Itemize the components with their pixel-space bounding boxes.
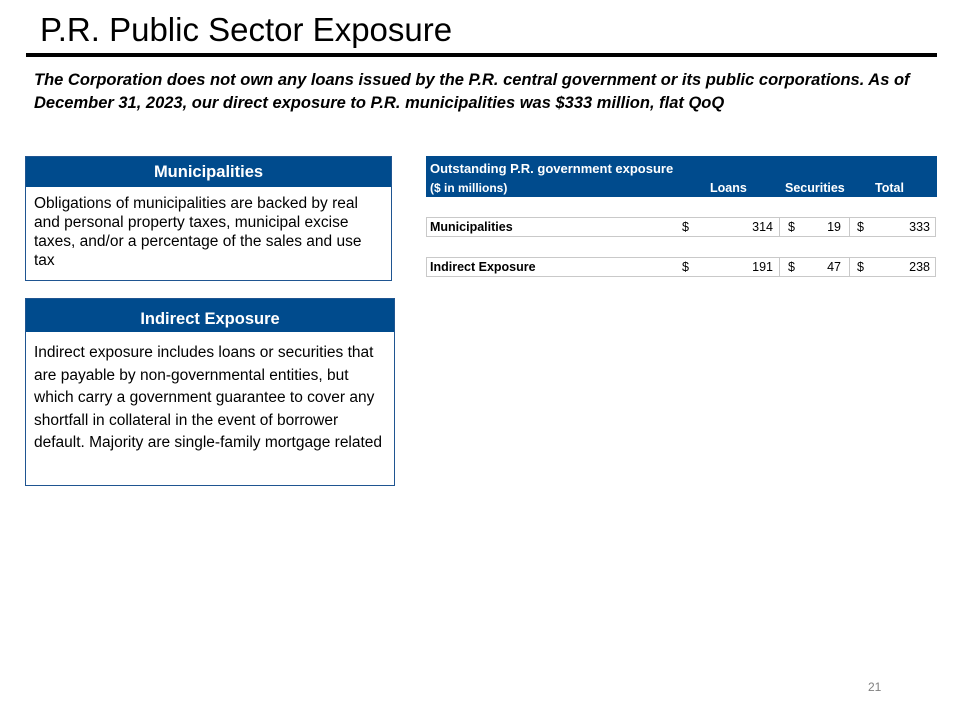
- indirect-exposure-heading: Indirect Exposure: [26, 299, 394, 332]
- currency-symbol: $: [857, 260, 864, 274]
- cell-divider: [849, 258, 850, 276]
- municipalities-heading: Municipalities: [26, 157, 391, 187]
- page-title: P.R. Public Sector Exposure: [40, 11, 453, 48]
- loans-value: 314: [752, 220, 773, 234]
- table-title: Outstanding P.R. government exposure: [430, 161, 674, 176]
- currency-symbol: $: [788, 260, 795, 274]
- securities-value: 47: [827, 260, 841, 274]
- table-header: [426, 156, 937, 197]
- municipalities-description: Obligations of municipalities are backed by real and personal property taxes, municipal excise taxes, and/or a percentage of the sales and use tax: [34, 195, 362, 269]
- municipalities-box: [25, 156, 392, 281]
- exposure-table: [426, 156, 937, 274]
- cell-divider: [779, 258, 780, 276]
- column-header-total: Total: [875, 181, 904, 195]
- cell-divider: [779, 218, 780, 236]
- row-label: Indirect Exposure: [430, 260, 536, 274]
- table-row: [426, 257, 936, 277]
- table-units: ($ in millions): [430, 181, 508, 195]
- indirect-exposure-description: Indirect exposure includes loans or securities that are payable by non-governmental entities, but which carry a government guarantee to cover any shortfall in collateral in the event of borrower default. Majority are single-family mortgage related: [34, 344, 383, 451]
- currency-symbol: $: [682, 220, 689, 234]
- securities-value: 19: [827, 220, 841, 234]
- total-value: 333: [909, 220, 930, 234]
- page-subtitle: The Corporation does not own any loans issued by the P.R. central government or its public corporations. As of December 31, 2023, our direct exposure to P.R. municipalities was $333 million, flat QoQ: [34, 71, 910, 112]
- indirect-exposure-box: [25, 298, 395, 486]
- cell-divider: [849, 218, 850, 236]
- column-header-securities: Securities: [785, 181, 845, 195]
- loans-value: 191: [752, 260, 773, 274]
- row-label: Municipalities: [430, 220, 513, 234]
- total-value: 238: [909, 260, 930, 274]
- currency-symbol: $: [788, 220, 795, 234]
- page-number: 21: [868, 680, 882, 694]
- currency-symbol: $: [857, 220, 864, 234]
- currency-symbol: $: [682, 260, 689, 274]
- column-header-loans: Loans: [710, 181, 747, 195]
- table-row: [426, 217, 936, 237]
- title-divider: [26, 53, 937, 57]
